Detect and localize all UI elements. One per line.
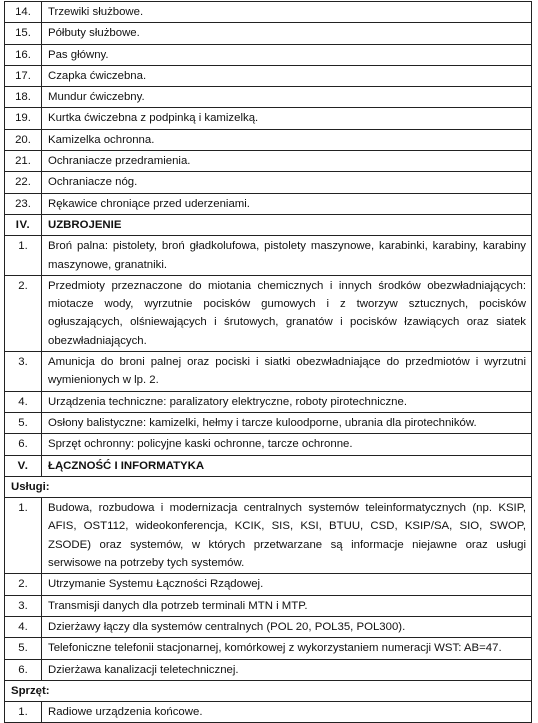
row-number: 21.	[5, 151, 42, 172]
table-row	[5, 87, 532, 108]
row-number: 6.	[5, 659, 42, 680]
row-text: Utrzymanie Systemu Łączności Rządowej.	[42, 574, 532, 595]
row-text: Kamizelka ochronna.	[42, 129, 532, 150]
subsection-heading-row	[5, 680, 532, 701]
row-text: Amunicja do broni palnej oraz pociski i siatki obezwładniające do przedmiotów i wyrzutni wymienionych w lp. 2.	[42, 352, 532, 392]
table-row	[5, 702, 532, 723]
row-number: 2.	[5, 275, 42, 351]
row-number: 23.	[5, 193, 42, 214]
table-row	[5, 574, 532, 595]
row-text: Półbuty służbowe.	[42, 23, 532, 44]
row-text: Osłony balistyczne: kamizelki, hełmy i tarcze kuloodporne, ubrania dla pirotechników.	[42, 412, 532, 433]
table-row	[5, 391, 532, 412]
table-row	[5, 616, 532, 637]
row-number: 5.	[5, 412, 42, 433]
section-heading-row	[5, 214, 532, 235]
table-row	[5, 2, 532, 23]
row-text: Telefoniczne telefonii stacjonarnej, komórkowej z wykorzystaniem numeracji WST: AB=47.	[42, 638, 532, 659]
row-text: Transmisji danych dla potrzeb terminali MTN i MTP.	[42, 595, 532, 616]
table-row	[5, 65, 532, 86]
subsection-heading-row	[5, 476, 532, 497]
row-text: Trzewiki służbowe.	[42, 2, 532, 23]
row-text: Dzierżawa kanalizacji teletechnicznej.	[42, 659, 532, 680]
row-text: Budowa, rozbudowa i modernizacja centralnych systemów teleinformatycznych (np. KSIP, AFIS, OST112, wideokonferencja, KCIK, SIS, KSI, BTUU, CSD, KSIP/SA, SIO, SWOP, ZSODE) oraz systemów, w których przetwarzane są informacje niejawne oraz usługi serwisowe na potrzeby tych systemów.	[42, 498, 532, 574]
row-number: 3.	[5, 352, 42, 392]
row-number: 5.	[5, 638, 42, 659]
table-row	[5, 275, 532, 351]
row-number: 19.	[5, 108, 42, 129]
row-text: Rękawice chroniące przed uderzeniami.	[42, 193, 532, 214]
table-row	[5, 595, 532, 616]
row-text: Przedmioty przeznaczone do miotania chemicznych i innych środków obezwładniających: miotacze wody, wyrzutnie pocisków gumowych i z tworzyw sztucznych, pocisków ogłuszających, olśniewających i śrutowych, granatów i pocisków łzawiących oraz siatek obezwładniających.	[42, 275, 532, 351]
table-row	[5, 108, 532, 129]
table-row	[5, 638, 532, 659]
section-title: ŁĄCZNOŚĆ I INFORMATYKA	[42, 455, 532, 476]
subsection-heading: Sprzęt:	[5, 680, 532, 701]
row-number: 20.	[5, 129, 42, 150]
row-number: 2.	[5, 574, 42, 595]
table-row	[5, 44, 532, 65]
row-number: 6.	[5, 434, 42, 455]
row-text: Dzierżawy łączy dla systemów centralnych (POL 20, POL35, POL300).	[42, 616, 532, 637]
table-row	[5, 498, 532, 574]
row-number: 1.	[5, 702, 42, 723]
row-text: Radiowe urządzenia końcowe.	[42, 702, 532, 723]
row-number: 17.	[5, 65, 42, 86]
row-text: Ochraniacze nóg.	[42, 172, 532, 193]
row-number: 1.	[5, 498, 42, 574]
table-row	[5, 412, 532, 433]
table-row	[5, 352, 532, 392]
table-row	[5, 193, 532, 214]
row-number: 4.	[5, 391, 42, 412]
row-number: 4.	[5, 616, 42, 637]
row-text: Mundur ćwiczebny.	[42, 87, 532, 108]
table-row	[5, 129, 532, 150]
row-text: Kurtka ćwiczebna z podpinką i kamizelką.	[42, 108, 532, 129]
row-text: Pas główny.	[42, 44, 532, 65]
row-number: 1.	[5, 236, 42, 276]
table-row	[5, 23, 532, 44]
row-number: 14.	[5, 2, 42, 23]
row-number: 18.	[5, 87, 42, 108]
row-number: 3.	[5, 595, 42, 616]
section-heading-row	[5, 455, 532, 476]
table-row	[5, 172, 532, 193]
row-number: 15.	[5, 23, 42, 44]
section-number: IV.	[5, 214, 42, 235]
section-title: UZBROJENIE	[42, 214, 532, 235]
table-row	[5, 236, 532, 276]
row-number: 22.	[5, 172, 42, 193]
table-row	[5, 659, 532, 680]
row-text: Broń palna: pistolety, broń gładkolufowa, pistolety maszynowe, karabinki, karabiny, karabiny maszynowe, granatniki.	[42, 236, 532, 276]
section-number: V.	[5, 455, 42, 476]
row-text: Czapka ćwiczebna.	[42, 65, 532, 86]
table-row	[5, 151, 532, 172]
row-text: Sprzęt ochronny: policyjne kaski ochronne, tarcze ochronne.	[42, 434, 532, 455]
row-text: Urządzenia techniczne: paralizatory elektryczne, roboty pirotechniczne.	[42, 391, 532, 412]
equipment-table	[4, 1, 532, 723]
subsection-heading: Usługi:	[5, 476, 532, 497]
table-row	[5, 434, 532, 455]
row-text: Ochraniacze przedramienia.	[42, 151, 532, 172]
row-number: 16.	[5, 44, 42, 65]
